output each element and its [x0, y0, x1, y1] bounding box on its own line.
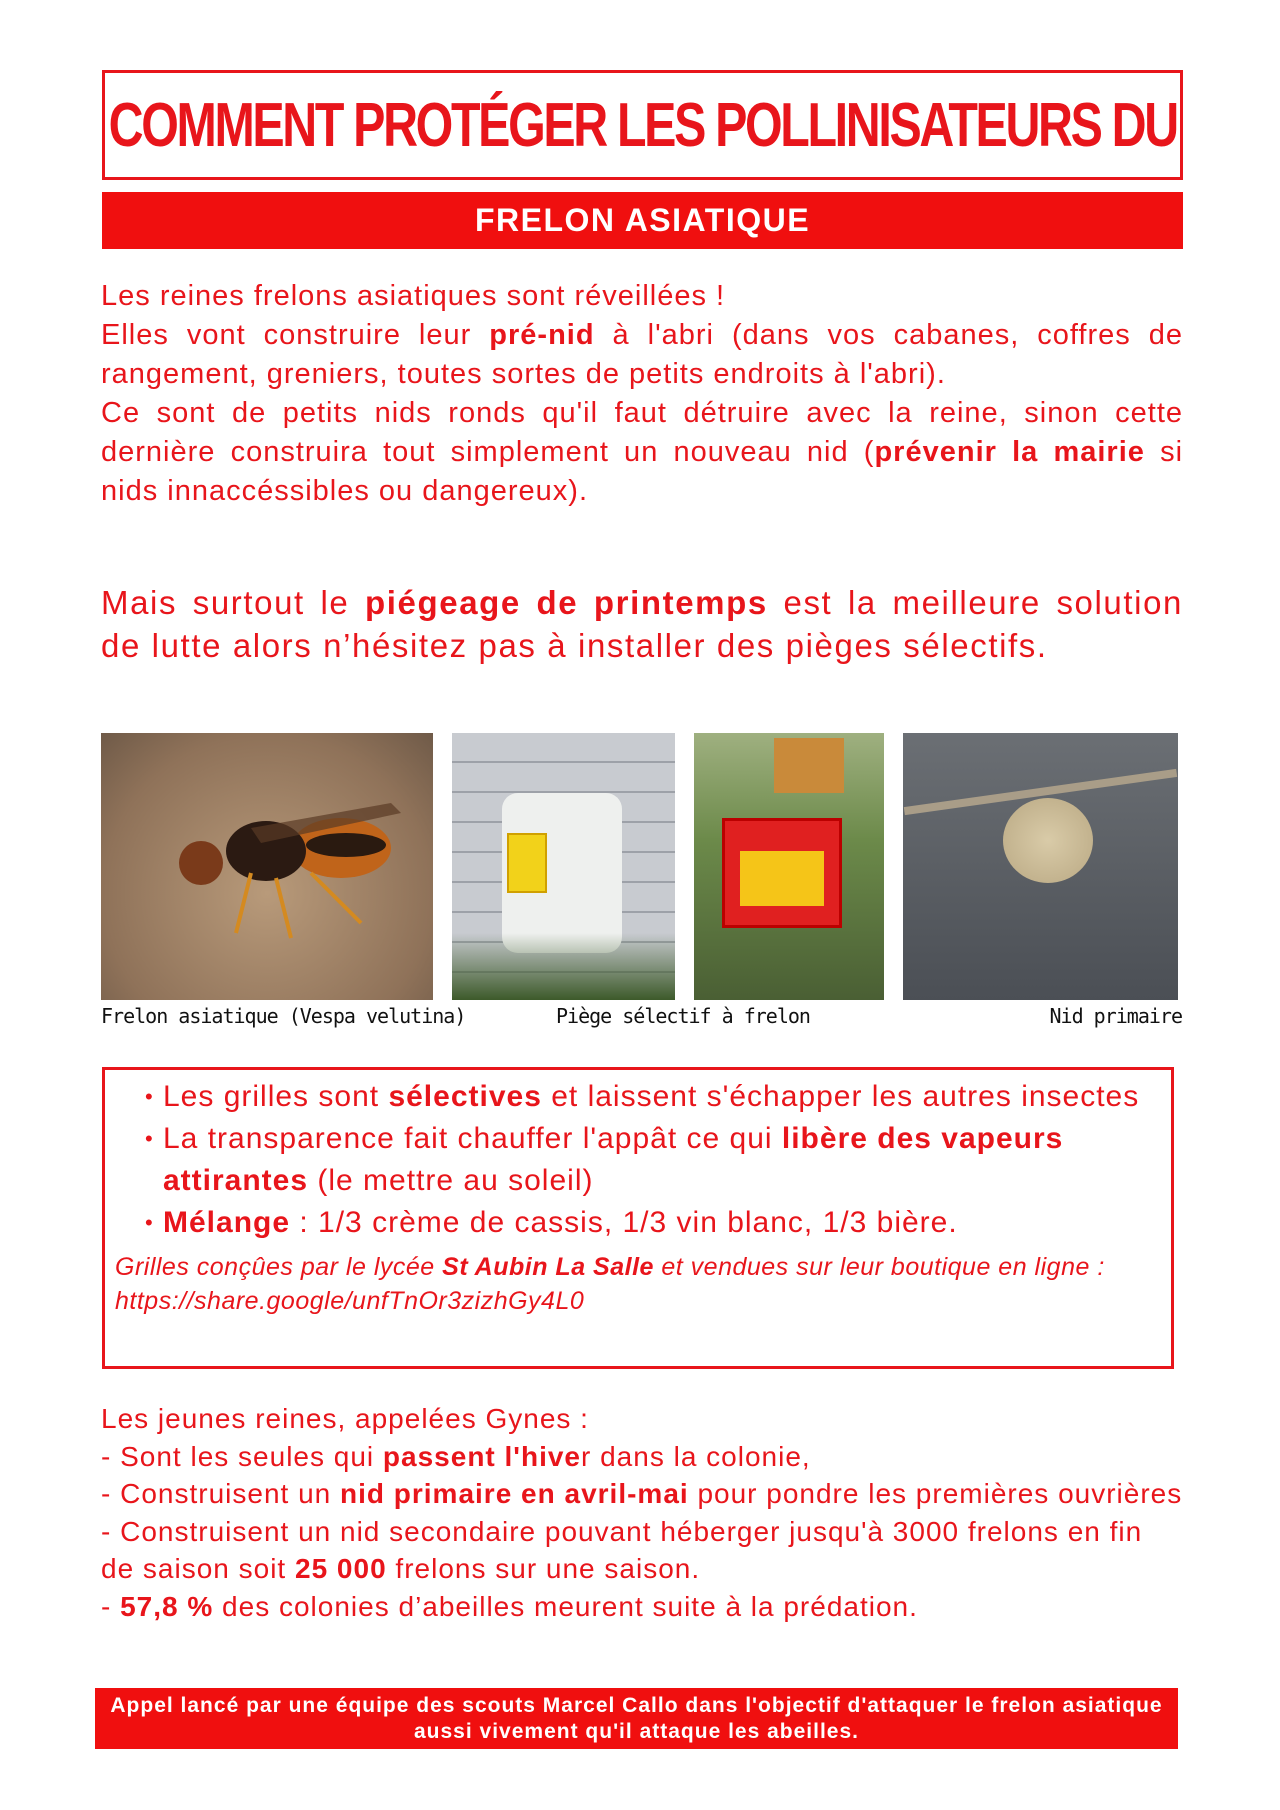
t: et laissent s'échapper les autres insectes [541, 1080, 1140, 1113]
t: sélectives [388, 1080, 542, 1113]
nest [1003, 798, 1093, 883]
shop-note [115, 1250, 1161, 1318]
gynes-line [101, 1438, 1183, 1476]
t: Elles vont construire leur [101, 319, 490, 351]
list-item [145, 1118, 1161, 1202]
gynes-line [101, 1475, 1183, 1513]
subtitle-bar: FRELON ASIATIQUE [102, 192, 1183, 249]
t: Les jeunes reines, appelées Gynes : [101, 1403, 589, 1434]
bullet-list [115, 1076, 1161, 1244]
t: Grilles conçûes par le lycée [115, 1253, 443, 1281]
yellow-grid [507, 833, 547, 893]
t: pour pondre les premières ouvrières [688, 1478, 1183, 1509]
intro-line [101, 394, 1183, 511]
trap-info-box [102, 1067, 1174, 1369]
t: r dans la colonie, [581, 1440, 811, 1472]
t: prévenir la mairie [874, 436, 1145, 468]
t: et vendues sur leur boutique en ligne : [653, 1253, 1105, 1281]
nest-photo [903, 733, 1178, 1000]
gynes-line [101, 1513, 1183, 1588]
caption-nest: Nid primaire [1049, 1004, 1182, 1028]
t: (le mettre au soleil) [308, 1164, 594, 1197]
t: - Construisent un [101, 1478, 340, 1509]
t: 57,8 % [120, 1590, 214, 1622]
t: - Construisent un nid secondaire pouvant héberger jusqu'à 3000 frelons en fin de saison soit [101, 1515, 1143, 1584]
shop-link[interactable]: https://share.google/unfTnOr3zizhGy4L0 [115, 1287, 585, 1315]
caption-trap: Piège sélectif à frelon [556, 1004, 810, 1028]
t: Mélange [163, 1206, 291, 1239]
t: Ce sont de petits nids ronds qu'il faut détruire avec la reine, sinon cette dernière construira tout simplement un nouveau nid ( [101, 397, 1183, 468]
list-item [145, 1076, 1161, 1118]
t: nid primaire en avril-mai [340, 1478, 689, 1509]
page-title: COMMENT PROTÉGER LES POLLINISATEURS DU [108, 90, 1177, 160]
t: Mais surtout le [101, 584, 366, 621]
t: La transparence fait chauffer l'appât ce qui [163, 1122, 782, 1155]
gynes-line [101, 1588, 1183, 1626]
t: à l'abri (dans vos cabanes, coffres de rangement, greniers, toutes sortes de petits endroits à l'abri). [101, 319, 1184, 390]
t: des colonies d’abeilles meurent suite à la prédation. [213, 1590, 918, 1622]
hornet-photo [101, 733, 433, 1000]
beehive [774, 738, 844, 793]
title-box [102, 70, 1183, 180]
list-item [145, 1202, 1161, 1244]
caption-hornet: Frelon asiatique (Vespa velutina) [101, 1004, 466, 1028]
t: est la meilleure solution de lutte alors n’hésitez pas à installer des pièges sélectifs. [101, 584, 1183, 664]
trap-paragraph [101, 581, 1183, 667]
footer-banner: Appel lancé par une équipe des scouts Marcel Callo dans l'objectif d'attaquer le frelon asiatique aussi vivement qu'il attaque les abeilles. [95, 1688, 1178, 1749]
trap-photo-wall [452, 733, 675, 1000]
t: - Sont les seules qui [101, 1440, 383, 1472]
t: - [101, 1590, 121, 1622]
t: frelons sur une saison. [386, 1553, 701, 1584]
t: piégeage de printemps [365, 584, 768, 621]
red-trap [722, 818, 842, 928]
intro-text [101, 277, 1183, 511]
t: libère des vapeurs attirantes [163, 1122, 1064, 1197]
t: pré-nid [489, 319, 595, 351]
t: si nids innaccéssibles ou dangereux). [101, 436, 1184, 507]
t: St Aubin La Salle [442, 1253, 654, 1281]
t: passent l'hive [382, 1440, 581, 1472]
t: Les grilles sont [163, 1080, 389, 1113]
trap-photo-box [694, 733, 884, 1000]
intro-line [101, 316, 1183, 394]
t: 25 000 [295, 1553, 387, 1584]
gynes-text [101, 1400, 1183, 1625]
grass [452, 933, 675, 1000]
t: : 1/3 crème de cassis, 1/3 vin blanc, 1/3 bière. [290, 1206, 958, 1239]
intro-line: Les reines frelons asiatiques sont réveillées ! [101, 280, 726, 312]
